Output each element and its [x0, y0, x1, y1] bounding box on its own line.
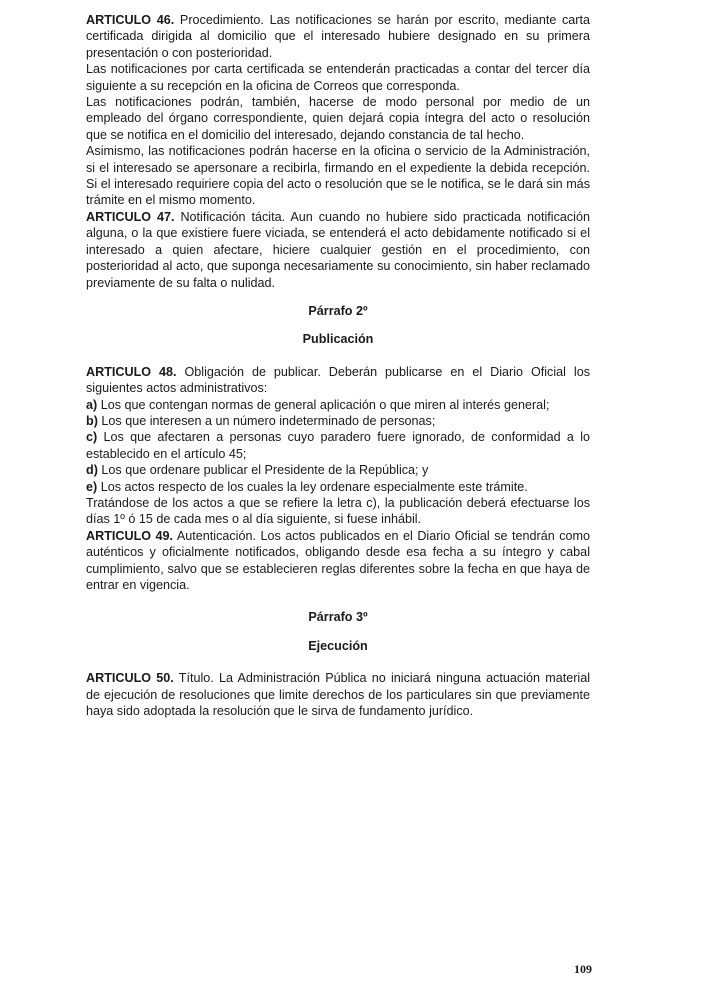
article-48-item-a: a) Los que contengan normas de general aplicación o que miren al interés general;	[86, 397, 550, 412]
article-47-paragraph: ARTICULO 47. Notificación tácita. Aun cuando no hubiere sido practicada notificación alguna, o la que existiere fuere viciada, se entenderá el acto debidamente notificado si el interesado a quien afectare, hiciere cualquier gestión en el procedimiento, con posterioridad al acto, que suponga necesariamente su conocimiento, sin haber reclamado previamente de su falta o nulidad.	[86, 209, 590, 290]
article-49-paragraph: ARTICULO 49. Autenticación. Los actos publicados en el Diario Oficial se tendrán como auténticos y oficialmente notificados, obligando desde esa fecha a su íntegro y cabal cumplimiento, salvo que se establecieren reglas diferentes sobre la fecha en que haya de entrar en vigencia.	[86, 528, 590, 592]
article-47-label: ARTICULO 47.	[86, 209, 175, 224]
article-50-paragraph: ARTICULO 50. Título. La Administración Pública no iniciará ninguna actuación material de ejecución de resoluciones que limite derechos de los particulares sin que previamente haya sido adoptada la resolución que le sirva de fundamento jurídico.	[86, 671, 590, 719]
section-3-title: Ejecución	[308, 638, 368, 653]
section-3-paragraph-heading: Párrafo 3º	[308, 610, 368, 625]
article-48-intro: ARTICULO 48. Obligación de publicar. Deberán publicarse en el Diario Oficial los siguientes actos administrativos:	[86, 364, 590, 396]
article-48-closing: Tratándose de los actos a que se refiere la letra c), la publicación deberá efectuarse los días 1º ó 15 de cada mes o al día siguiente, si fuese inhábil.	[86, 495, 590, 527]
document-page	[86, 12, 590, 719]
article-46-paragraph-2: Las notificaciones por carta certificada se entenderán practicadas a contar del tercer día siguiente a su recepción en la oficina de Correos que corresponda.	[86, 62, 590, 93]
section-2-title: Publicación	[302, 332, 374, 347]
article-49-label: ARTICULO 49.	[86, 528, 174, 543]
article-46-label: ARTICULO 46.	[86, 13, 175, 27]
article-46-paragraph-4: Asimismo, las notificaciones podrán hacerse en la oficina o servicio de la Administración, si el interesado se apersonare a recibirla, firmando en el expediente la debida recepción. Si el interesado requiriere copia del acto o resolución que se le notifica, se le dará sin más trámite en el mismo momento.	[86, 144, 590, 208]
article-48-item-d: d) Los que ordenare publicar el Presidente de la República; y	[86, 463, 429, 478]
article-48-label: ARTICULO 48.	[86, 364, 177, 379]
page-number: 109	[574, 962, 592, 976]
article-46-paragraph-1: ARTICULO 46. Procedimiento. Las notificaciones se harán por escrito, mediante carta certificada dirigida al domicilio que el interesado hubiere designado en su primera presentación o con posterioridad.	[86, 13, 590, 60]
article-48-item-c: c) Los que afectaren a personas cuyo paradero fuere ignorado, de conformidad a lo establecido en el artículo 45;	[86, 430, 590, 461]
article-46-paragraph-3: Las notificaciones podrán, también, hacerse de modo personal por medio de un empleado del órgano correspondiente, quien dejará copia íntegra del acto o resolución que se notifica en el domicilio del interesado, dejando constancia de tal hecho.	[86, 95, 590, 142]
section-2-paragraph-heading: Párrafo 2º	[308, 303, 368, 318]
article-50-label: ARTICULO 50.	[86, 671, 174, 686]
article-48-item-e: e) Los actos respecto de los cuales la ley ordenare especialmente este trámite.	[86, 479, 528, 494]
article-48-item-b: b) Los que interesen a un número indeterminado de personas;	[86, 413, 436, 428]
